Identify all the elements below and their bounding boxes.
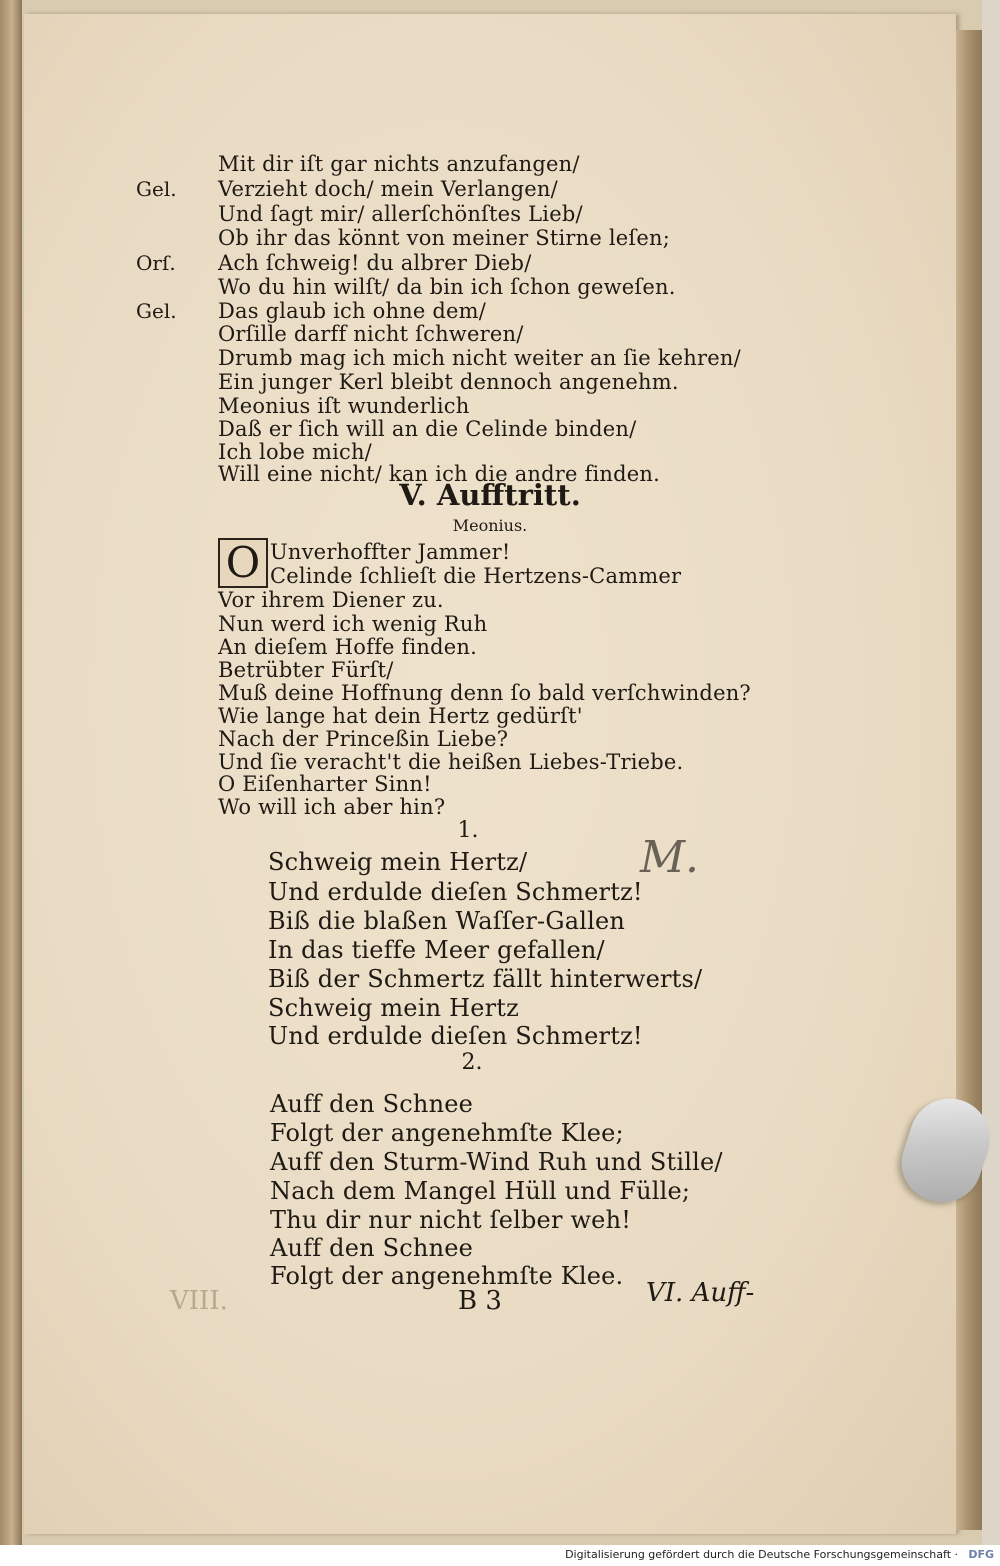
funding-notice: Digitalisierung gefördert durch die Deutsche Forschungsgemeinschaft · [565, 1548, 958, 1561]
verse-line: Folgt der angenehmſte Klee. [270, 1262, 624, 1290]
dialogue-line: Ach ſchweig! du albrer Dieb/ [218, 251, 532, 275]
dialogue-line: Mit dir iſt gar nichts anzufangen/ [218, 152, 580, 176]
stanza-number: 1. [457, 818, 479, 843]
monologue-line: Nun werd ich wenig Ruh [218, 612, 488, 636]
dialogue-line: Wo du hin wilſt/ da bin ich ſchon geweſen. [218, 275, 676, 299]
dialogue-line: Verzieht doch/ mein Verlangen/ [218, 177, 558, 201]
verse-line: Auff den Sturm-Wind Ruh und Stille/ [270, 1148, 723, 1176]
dialogue-line: Ich lobe mich/ [218, 440, 372, 464]
verse-line: Auff den Schnee [270, 1234, 474, 1262]
dialogue-line: Orſille darff nicht ſchweren/ [218, 322, 524, 346]
dialogue-line: Und ſagt mir/ allerſchönſtes Lieb/ [218, 202, 583, 226]
catchword: VI. Auff- [646, 1278, 755, 1308]
dialogue-line: Ein junger Kerl bleibt dennoch angenehm. [218, 370, 679, 394]
speaker-label: Gel. [136, 299, 177, 323]
dialogue-line: Will eine nicht/ kan ich die andre finden. [218, 462, 661, 486]
verse-line: Thu dir nur nicht ſelber weh! [270, 1206, 632, 1234]
monologue-line: Vor ihrem Diener zu. [218, 588, 444, 612]
monologue-line: An dieſem Hoffe finden. [218, 635, 478, 659]
footer-bar [0, 1545, 1000, 1566]
signature-mark: B 3 [458, 1286, 502, 1316]
dialogue-line: Meonius iſt wunderlich [218, 394, 470, 418]
verse-line: Schweig mein Hertz [268, 994, 519, 1022]
dialogue-line: Daß er ſich will an die Celinde binden/ [218, 417, 637, 441]
handwritten-margin-note: M. [640, 832, 700, 883]
monologue-line: Muß deine Hoffnung denn ſo bald verſchwinden? [218, 681, 751, 705]
verse-line: Auff den Schnee [270, 1090, 474, 1118]
scene-speaker: Meonius. [452, 516, 528, 535]
monologue-line: Wie lange hat dein Hertz gedürſt' [218, 704, 583, 728]
speaker-label: Gel. [136, 177, 177, 201]
previous-page-edge [0, 0, 22, 1545]
verse-line: Nach dem Mangel Hüll und Fülle; [270, 1177, 691, 1205]
drop-cap-initial: O [218, 538, 268, 588]
monologue-line: Und ſie veracht't die heißen Liebes-Triebe. [218, 750, 684, 774]
verse-line: Folgt der angenehmſte Klee; [270, 1119, 624, 1147]
verse-line: Biß die blaßen Waſſer-Gallen [268, 907, 626, 935]
verse-line: In das tieffe Meer gefallen/ [268, 936, 605, 964]
dialogue-line: Ob ihr das könnt von meiner Stirne leſen; [218, 226, 671, 250]
monologue-line: Celinde ſchlieſt die Hertzens-Cammer [270, 564, 682, 588]
monologue-line: Nach der Princeßin Liebe? [218, 727, 509, 751]
dialogue-line: Das glaub ich ohne dem/ [218, 299, 487, 323]
scan-background [982, 0, 1000, 1545]
verse-line: Schweig mein Hertz/ [268, 848, 528, 876]
stanza-number: 2. [461, 1050, 483, 1075]
speaker-label: Orſ. [136, 251, 176, 275]
monologue-line: O Eiſenharter Sinn! [218, 772, 432, 796]
monologue-line: Wo will ich aber hin? [218, 795, 446, 819]
scene-heading: V. Aufftritt. [399, 478, 581, 512]
bleed-through-text: VIII. [170, 1286, 228, 1316]
page-block-edge [956, 30, 982, 1530]
dfg-logo: DFG [968, 1548, 994, 1561]
dialogue-line: Drumb mag ich mich nicht weiter an ſie kehren/ [218, 346, 741, 370]
verse-line: Und erdulde dieſen Schmertz! [268, 878, 643, 906]
monologue-line: Betrübter Fürſt/ [218, 658, 394, 682]
verse-line: Biß der Schmertz fällt hinterwerts/ [268, 965, 703, 993]
monologue-line: Unverhoffter Jammer! [270, 540, 511, 564]
verse-line: Und erdulde dieſen Schmertz! [268, 1022, 643, 1050]
